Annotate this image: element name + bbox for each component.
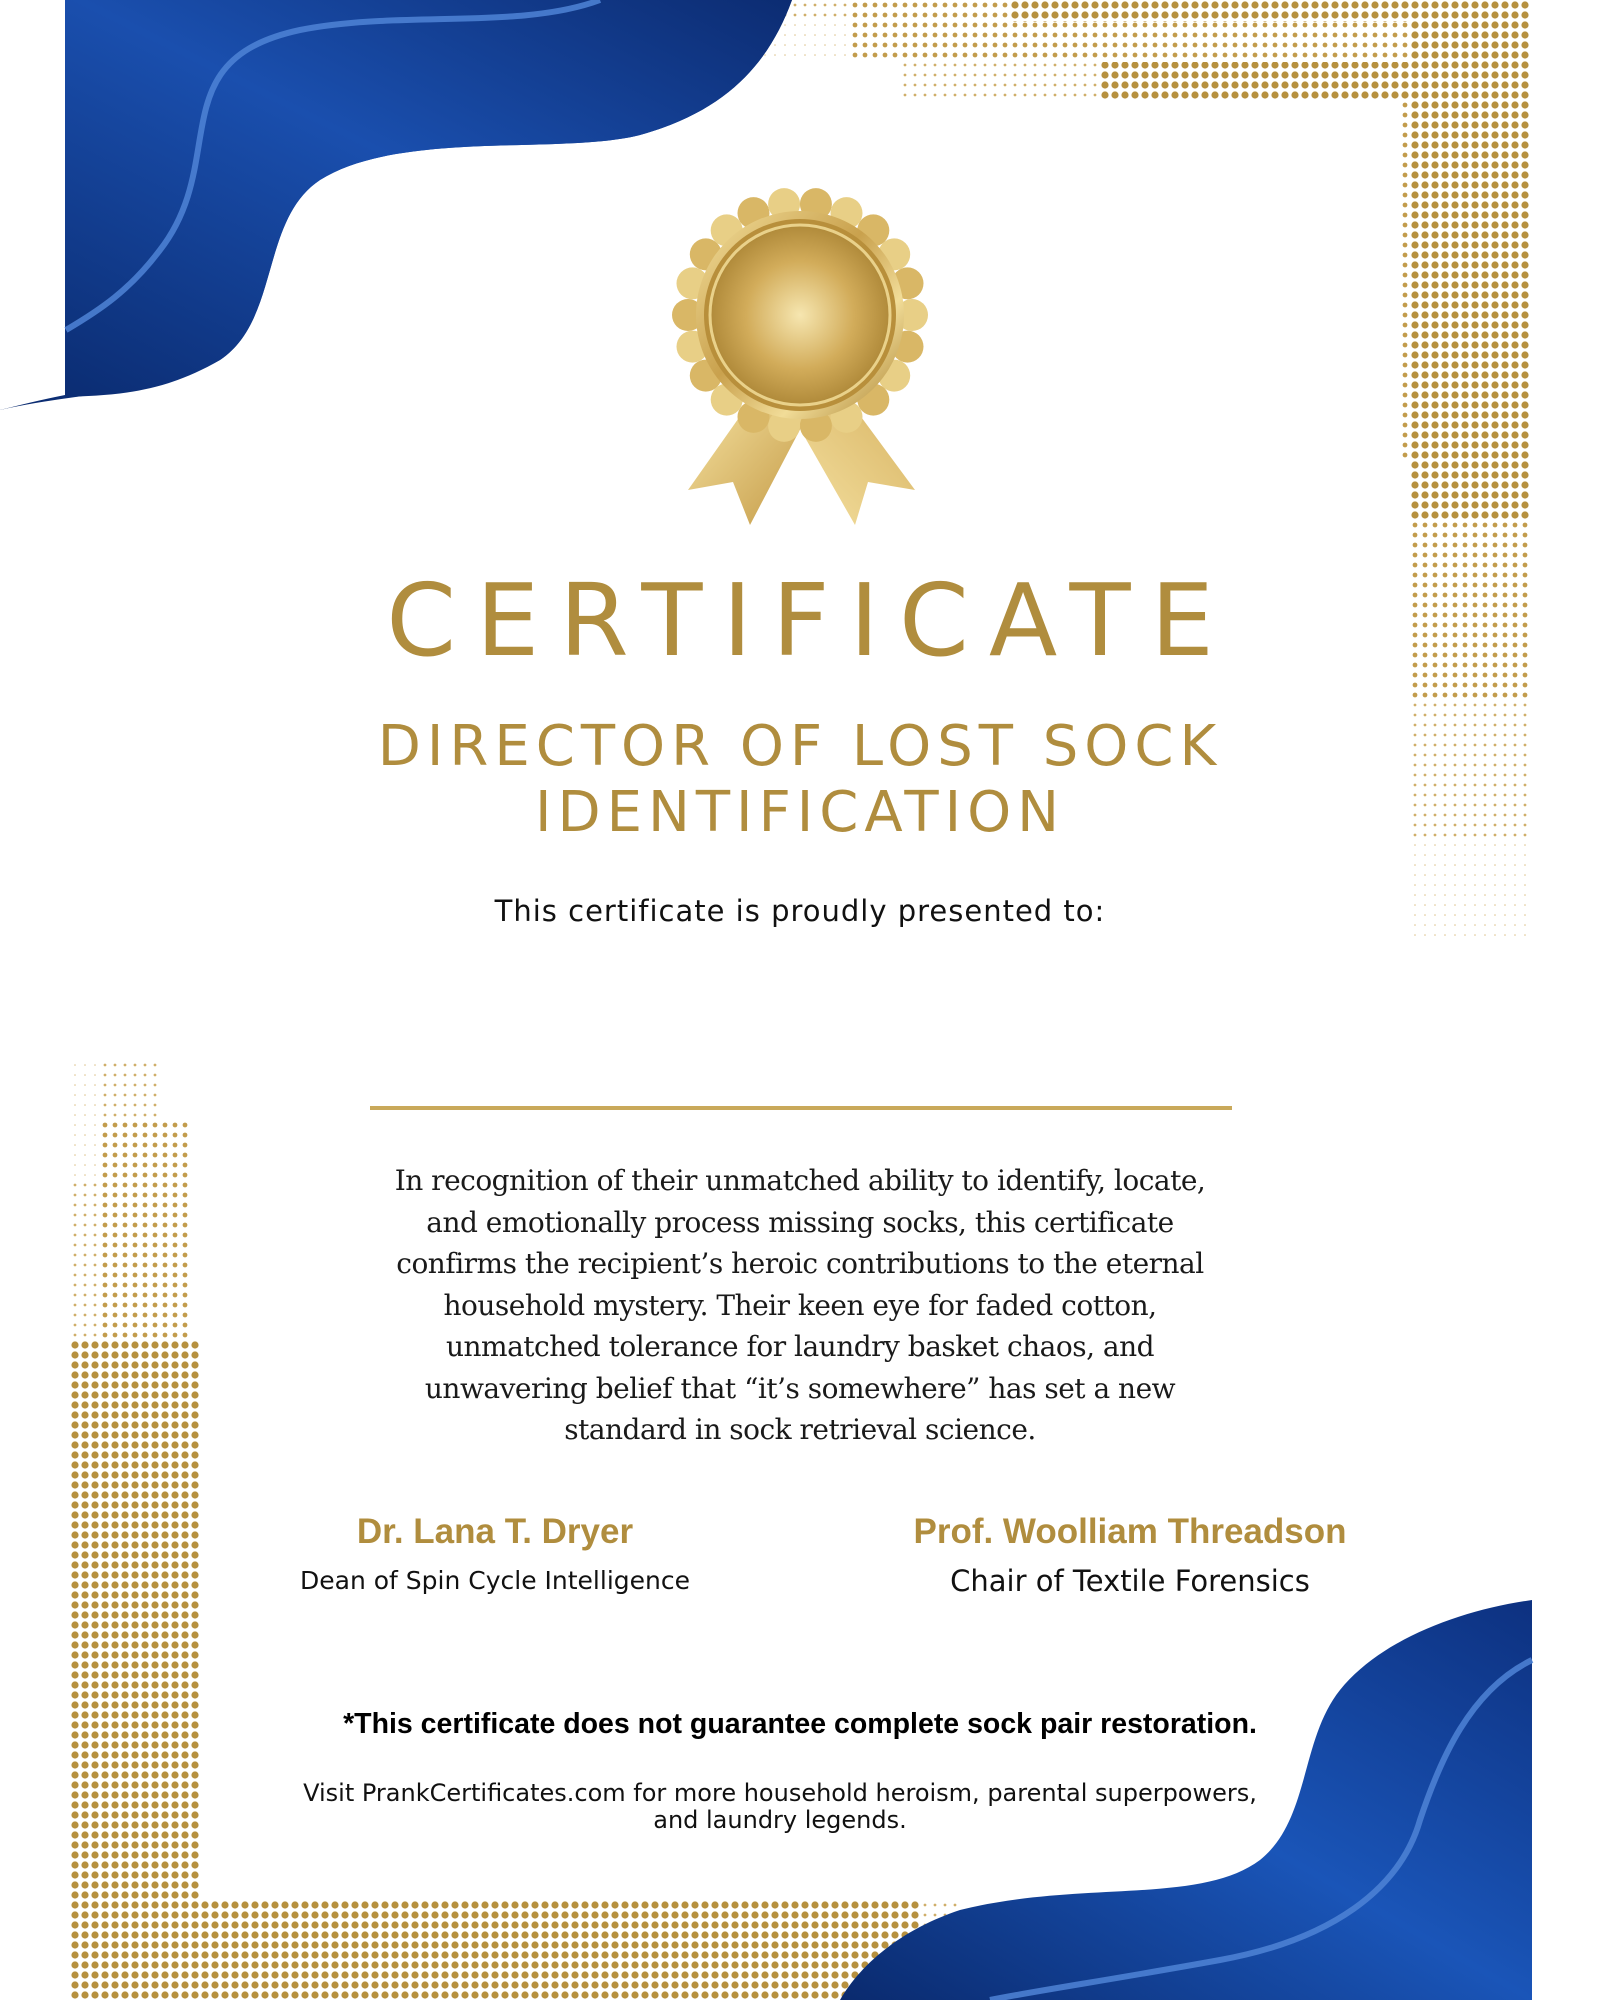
- recipient-name-line: [370, 1106, 1232, 1110]
- presented-to-text: This certificate is proudly presented to:: [494, 894, 1106, 928]
- certificate-title: CERTIFICATE: [386, 562, 1234, 679]
- footer-text: [220, 1780, 1340, 1834]
- subtitle-line-1: DIRECTOR OF LOST SOCK: [377, 714, 1223, 779]
- signatory-title: Chair of Textile Forensics: [950, 1564, 1310, 1598]
- disclaimer-text: *This certificate does not guarantee complete sock pair restoration.: [343, 1708, 1257, 1740]
- certificate-subtitle: [0, 714, 1600, 846]
- signatory-left: [245, 1512, 745, 1595]
- signatory-right: [850, 1512, 1410, 1598]
- signatory-name: Dr. Lana T. Dryer: [356, 1512, 634, 1551]
- subtitle-line-2: IDENTIFICATION: [534, 780, 1066, 845]
- signatory-title: Dean of Spin Cycle Intelligence: [300, 1566, 690, 1595]
- footer-line-1: Visit PrankCertificates.com for more household heroism, parental superpowers,: [303, 1779, 1257, 1807]
- certificate-body: In recognition of their unmatched ability to identify, locate, and emotionally process missing socks, this certificate confirms the recipient’s heroic contributions to the eternal household mystery. Their keen eye for faded cotton, unmatched tolerance for laundry basket chaos, and unwavering belief that “it’s somewhere” has set a new standard in sock retrieval science.: [394, 1164, 1206, 1446]
- footer-line-2: and laundry legends.: [653, 1806, 907, 1834]
- signatory-name: Prof. Woolliam Threadson: [913, 1512, 1347, 1551]
